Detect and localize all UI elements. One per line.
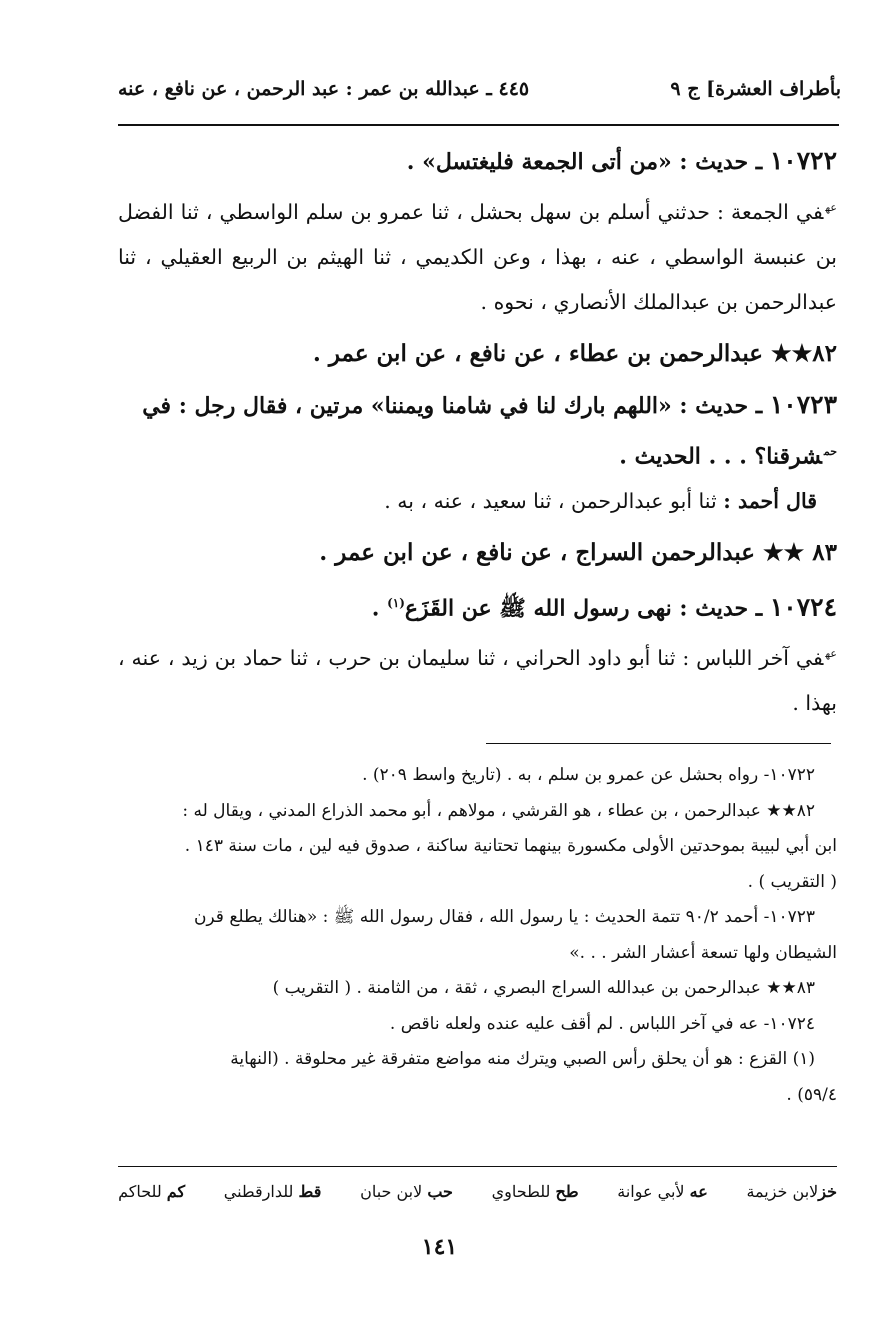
- abbreviation: خزلابن خزيمة: [746, 1182, 837, 1201]
- running-header: [118, 78, 841, 100]
- footnote: ٥٩/٤) .: [786, 1084, 837, 1105]
- footnote: ابن أبي لبيبة بموحدتين الأولى مكسورة بينهما تحتانية ساكنة ، صدوق فيه لين ، مات سنة ١٤٣ .: [184, 836, 837, 856]
- chapter-83-heading: ٨٣ ★★ عبدالرحمن السراج ، عن نافع ، عن ابن عمر .: [319, 539, 837, 567]
- footnote-ref: (١): [387, 596, 405, 611]
- hadith-10723-heading: ١٠٧٢٣ ـ حديث : «اللهم بارك لنا في شامنا ويمننا» مرتين ، فقال رجل : في: [142, 389, 837, 419]
- abbreviation: حب لابن حبان: [360, 1182, 453, 1201]
- source-symbol: حم: [823, 444, 837, 458]
- footnote: ١٠٧٢٣- أحمد ٩٠/٢ تتمة الحديث : يا رسول الله ، فقال رسول الله ﷺ : «هنالك يطلع قرن: [193, 907, 815, 927]
- abbreviations-legend: [118, 1182, 837, 1201]
- main-text: [118, 138, 837, 726]
- chapter-82-heading: ٨٢★★ عبدالرحمن بن عطاء ، عن نافع ، عن ابن عمر .: [312, 339, 837, 367]
- abbreviation: كم للحاكم: [118, 1182, 186, 1201]
- hadith-10723-heading-cont: $^{حم}$شرقنا؟ . . . الحديث .: [619, 443, 837, 470]
- page-number: ١٤١: [421, 1234, 458, 1260]
- footnotes: [118, 758, 837, 1113]
- footnote: ٨٣★★ عبدالرحمن بن عبدالله السراج البصري ، ثقة ، من الثامنة . ( التقريب ): [272, 978, 815, 998]
- source-symbol: عه: [825, 201, 837, 214]
- hadith-10722-heading: ١٠٧٢٢ ـ حديث : «من أتى الجمعة فليغتسل» .: [406, 146, 837, 175]
- abbreviation: قط للدارقطني: [223, 1182, 322, 1201]
- header-rule: [118, 124, 839, 126]
- footnote: ( التقريب ) .: [747, 871, 837, 892]
- source-symbol: عه: [825, 647, 837, 661]
- abbreviation: عه لأبي عوانة: [617, 1182, 708, 1201]
- footnote: (١) القزع : هو أن يحلق رأس الصبي ويترك منه مواضع متفرقة غير محلوقة . (النهاية: [230, 1049, 815, 1069]
- abbreviations-rule: [118, 1166, 837, 1167]
- hadith-10724-heading: ١٠٧٢٤ ـ حديث : نهى رسول الله ﷺ عن القَزَع$^{(١)}$ .: [371, 592, 837, 622]
- hadith-10722-text: $^{عه}$في الجمعة : حدثني أسلم بن سهل بحشل ، ثنا عمرو بن سلم الواسطي ، ثنا الفضل بن عنبسة الواسطي ، عنه ، بهذا ، وعن الكديمي ، ثنا الهيثم بن الربيع العقيلي ، ثنا عبدالرحمن بن عبدالملك الأنصاري ، نحوه .: [118, 199, 837, 314]
- footnote: ٨٢★★ عبدالرحمن ، بن عطاء ، هو القرشي ، مولاهم ، أبو محمد الذراع المدني ، ويقال له :: [182, 800, 815, 821]
- hadith-10724-text: $^{عه}$في آخر اللباس : ثنا أبو داود الحراني ، ثنا سليمان بن حرب ، ثنا حماد بن زيد ، عنه ، بهذا .: [118, 646, 837, 716]
- footnote: الشيطان ولها تسعة أعشار الشر . . .»: [569, 942, 837, 963]
- hadith-10723-text: قال أحمد : ثنا أبو عبدالرحمن ، ثنا سعيد ، عنه ، به .: [384, 489, 817, 514]
- header-chapter: ٤٤٥ ـ عبدالله بن عمر : عبد الرحمن ، عن نافع ، عنه: [118, 78, 530, 100]
- header-volume: بأطراف العشرة] ج ٩: [670, 78, 841, 100]
- footnote: ١٠٧٢٤- عه في آخر اللباس . لم أقف عليه عنده ولعله ناقص .: [389, 1013, 815, 1034]
- footnote: ١٠٧٢٢- رواه بحشل عن عمرو بن سلم ، به . (تاريخ واسط ٢٠٩) .: [362, 765, 815, 785]
- abbreviation: طح للطحاوي: [491, 1182, 579, 1201]
